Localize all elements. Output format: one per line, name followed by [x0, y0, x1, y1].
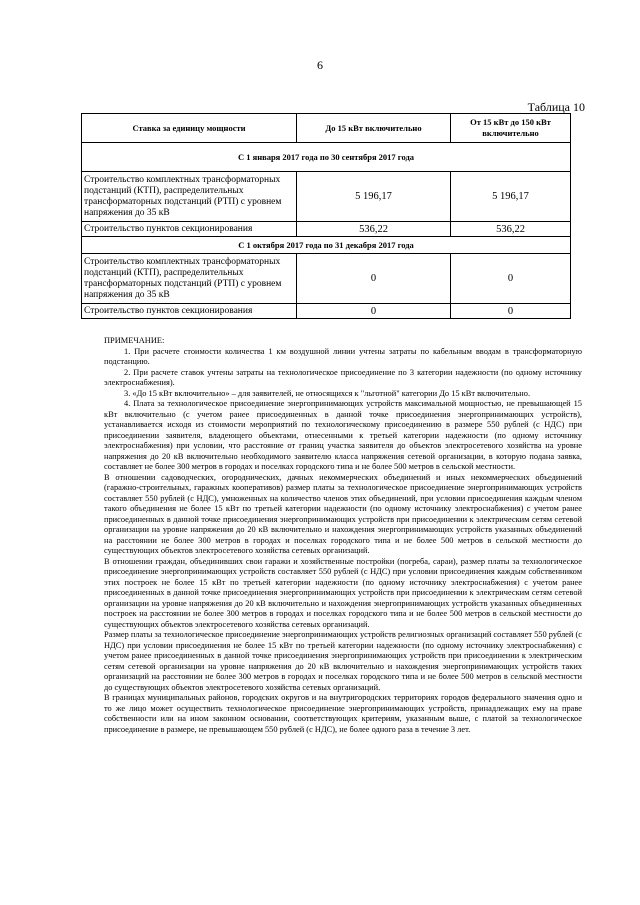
row-label: Строительство пунктов секционирования: [82, 222, 297, 237]
row-label: Строительство пунктов секционирования: [82, 304, 297, 319]
table-row: [82, 254, 571, 304]
row-label: Строительство комплектных трансформаторных подстанций (КТП), распределительных трансформаторных подстанций (РТП) с уровнем напряжения до 35 кВ: [82, 172, 297, 222]
table-row: [82, 304, 571, 319]
row-value-15-150: 0: [451, 304, 571, 319]
row-value-15-150: 536,22: [451, 222, 571, 237]
header-up-to-15kw: До 15 кВт включительно: [297, 114, 451, 143]
note-paragraph: В границах муниципальных районов, городских округов и на внутригородских территориях городов федерального значения одно и то же лицо может осуществить технологическое присоединение энергопринимающих устройств, принадлежащих ему на праве собственности или на ином законном основании, соответствующих критериям, указанным выше, с платой за технологическое присоединение в размере, не превышающем 550 рублей (с НДС), не более одного раза в течение 3 лет.: [104, 693, 582, 734]
period-label: С 1 января 2017 года по 30 сентября 2017 года: [82, 143, 571, 172]
note-item: 4. Плата за технологическое присоединение энергопринимающих устройств максимальной мощностью, не превышающей 15 кВт включительно (с учетом ранее присоединенных в данной точке присоединения энергопринимающих устройств), устанавливается исходя из стоимости мероприятий по технологическому присоединению в размере 550 рублей (с НДС) при присоединении заявителя, владеющего объектами, отнесенными к третьей категории надежности (по одному источнику электроснабжения) при условии, что расстояние от границ участка заявителя до объектов электросетевого хозяйства на уровне напряжения до 20 кВ включительно необходимого заявителю класса напряжения сетевой организации, в которую подана заявка, составляет не более 300 метров в городах и поселках городского типа и не более 500 метров в сельской местности.: [104, 399, 582, 471]
row-label: Строительство комплектных трансформаторных подстанций (КТП), распределительных трансформаторных подстанций (РТП) с уровнем напряжения до 35 кВ: [82, 254, 297, 304]
row-value-15-150: 5 196,17: [451, 172, 571, 222]
note-item: 3. «До 15 кВт включительно» – для заявителей, не относящихся к "льготной" категории До 15 кВт включительно.: [124, 388, 531, 398]
note-item: 2. При расчете ставок учтены затраты на технологическое присоединение по 3 категории надежности (по одному источнику электроснабжения).: [104, 367, 582, 387]
note-paragraph: Размер платы за технологическое присоединение энергопринимающих устройств религиозных организаций составляет 550 рублей (с НДС) при условии присоединения не более 15 кВт по третьей категории надежности (по одному источнику электроснабжения) с учетом ранее присоединенных в данной точке присоединения энергопринимающих устройств при присоединении к электрическим сетям сетевой организации на уровне напряжения до 20 кВ включительно и нахождения энергопринимающих устройств таких организаций на расстоянии не более 300 метров в городах и поселках городского типа и не более 500 метров в сельской местности до существующих объектов электросетевого хозяйства сетевых организаций.: [104, 630, 582, 692]
notes-heading: ПРИМЕЧАНИЕ:: [104, 336, 165, 345]
note-paragraph: В отношении садоводческих, огороднических, дачных некоммерческих объединений и иных некоммерческих объединений (гаражно-строительных, гаражных кооперативов) размер платы за технологическое присоединение энергопринимающих устройств составляет 550 рублей (с НДС), умноженных на количество членов этих объединений, при условии присоединения каждым членом такого объединения не более 15 кВт по третьей категории надежности (по одному источнику электроснабжения) с учетом ранее присоединенных в данной точке присоединения энергопринимающих устройств при присоединении к электрическим сетям сетевой организации на уровне напряжения до 20 кВ включительно и нахождения энергопринимающих устройств указанных объединений на расстоянии не более 300 метров в городах и поселках городского типа и не более 500 метров в сельской местности до существующих объектов электросетевого хозяйства сетевых организаций.: [104, 472, 582, 555]
header-rate: Ставка за единицу мощности: [82, 114, 297, 143]
rates-table: [81, 113, 571, 319]
row-value-up-to-15: 5 196,17: [297, 172, 451, 222]
period-row: [82, 143, 571, 172]
table-row: [82, 222, 571, 237]
period-row: [82, 237, 571, 254]
note-paragraph: В отношении граждан, объединивших свои гаражи и хозяйственные постройки (погреба, сараи), размер платы за технологическое присоединение энергопринимающих устройств составляет 550 рублей (с НДС) при условии присоединения каждым собственником этих построек не более 15 кВт по третьей категории надежности (по одному источнику электроснабжения) с учетом ранее присоединенных в данной точке присоединения энергопринимающих устройств при присоединении к электрическим сетям сетевой организации на уровне напряжения до 20 кВ включительно и нахождения энергопринимающих устройств указанных объединенных построек на расстоянии не более 300 метров в городах и поселках городского типа и не более 500 метров в сельской местности до существующих объектов электросетевого хозяйства сетевых организаций.: [104, 556, 582, 629]
row-value-up-to-15: 536,22: [297, 222, 451, 237]
notes-section: [104, 336, 582, 735]
table-caption: Таблица 10: [527, 100, 585, 114]
period-label: С 1 октября 2017 года по 31 декабря 2017 года: [82, 237, 571, 254]
page-number: 6: [317, 58, 323, 72]
row-value-up-to-15: 0: [297, 304, 451, 319]
note-item: 1. При расчете стоимости количества 1 км воздушной линии учтены затраты по кабельным вводам в трансформаторную подстанцию.: [104, 346, 582, 366]
table-row: [82, 172, 571, 222]
header-15-150kw: От 15 кВт до 150 кВт включительно: [451, 114, 571, 143]
table-header-row: [82, 114, 571, 143]
row-value-15-150: 0: [451, 254, 571, 304]
row-value-up-to-15: 0: [297, 254, 451, 304]
